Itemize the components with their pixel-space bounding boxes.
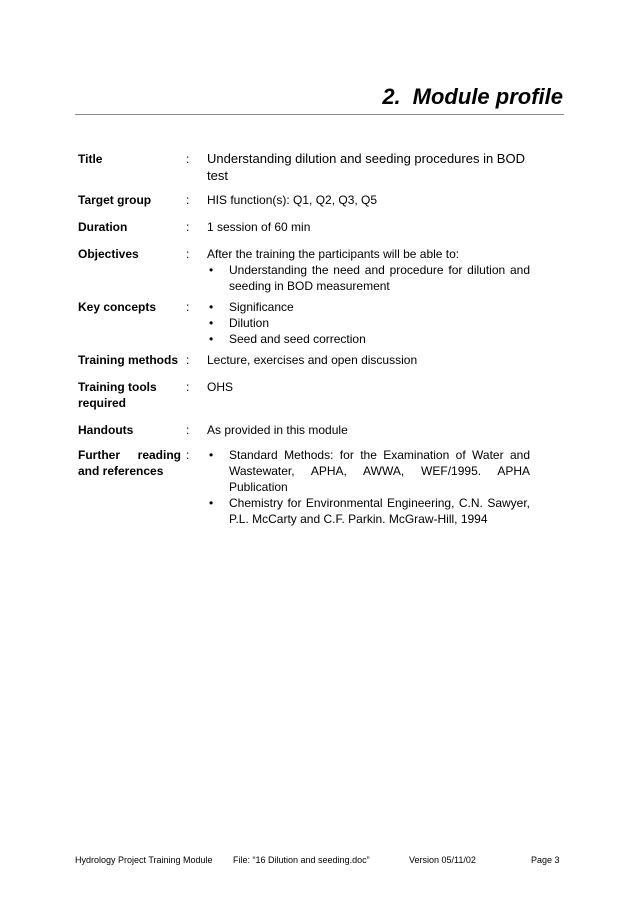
- value-training-tools: OHS: [207, 380, 234, 394]
- heading-title: Module profile: [412, 84, 563, 109]
- bullet-icon: •: [209, 448, 214, 462]
- value-target-group: HIS function(s): Q1, Q2, Q3, Q5: [207, 193, 378, 207]
- colon: :: [186, 300, 190, 314]
- list-item: • Seed and seed correction: [209, 332, 366, 346]
- bullet-icon: •: [209, 332, 214, 346]
- footer-file: File: “16 Dilution and seeding.doc”: [233, 855, 370, 865]
- value-objectives: [207, 246, 530, 294]
- label-handouts: Handouts: [78, 423, 134, 437]
- list-item: • Chemistry for Environmental Engineering, C.N. Sawyer, P.L. McCarty and C.F. Parkin. McGraw-Hill, 1994: [209, 496, 530, 526]
- footer-project: Hydrology Project Training Module: [75, 855, 213, 865]
- list-item: • Significance: [209, 300, 294, 314]
- colon: :: [186, 448, 190, 462]
- label-target-group: Target group: [78, 193, 152, 207]
- key-concepts-list: [207, 299, 530, 347]
- value-training-methods: Lecture, exercises and open discussion: [207, 353, 418, 367]
- label-further-reading: Further reading and references: [78, 448, 181, 478]
- colon: :: [186, 423, 190, 437]
- colon: :: [186, 193, 190, 207]
- colon: :: [186, 152, 190, 166]
- heading-number: 2.: [382, 84, 401, 109]
- label-key-concepts: Key concepts: [78, 300, 157, 314]
- heading-rule: [75, 114, 564, 115]
- page-heading: [200, 84, 563, 110]
- bullet-icon: •: [209, 316, 214, 330]
- label-title: Title: [78, 152, 103, 166]
- label-training-methods: Training methods: [78, 353, 179, 367]
- value-further-reading: [207, 447, 530, 527]
- footer-version: Version 05/11/02: [409, 855, 476, 865]
- value-handouts: As provided in this module: [207, 423, 348, 437]
- label-training-tools: Training tools required: [78, 380, 157, 410]
- list-item: • Dilution: [209, 316, 270, 330]
- value-key-concepts: [207, 299, 530, 347]
- colon: :: [186, 220, 190, 234]
- colon: :: [186, 380, 190, 394]
- colon: :: [186, 353, 190, 367]
- references-list: [207, 447, 530, 527]
- label-objectives: Objectives: [78, 247, 139, 261]
- list-item: • Understanding the need and procedure for dilution and seeding in BOD measurement: [209, 263, 530, 293]
- bullet-icon: •: [209, 300, 214, 314]
- bullet-icon: •: [209, 496, 214, 510]
- label-duration: Duration: [78, 220, 128, 234]
- value-title: Understanding dilution and seeding procedures in BOD test: [207, 151, 525, 183]
- list-item: • Standard Methods: for the Examination of Water and Wastewater, APHA, AWWA, WEF/1995. APHA Publication: [209, 448, 530, 494]
- bullet-icon: •: [209, 263, 214, 277]
- objectives-list: [207, 262, 530, 294]
- value-duration: 1 session of 60 min: [207, 220, 311, 234]
- colon: :: [186, 247, 190, 261]
- footer-page: Page 3: [531, 855, 560, 865]
- objectives-intro: After the training the participants will be able to:: [207, 247, 460, 261]
